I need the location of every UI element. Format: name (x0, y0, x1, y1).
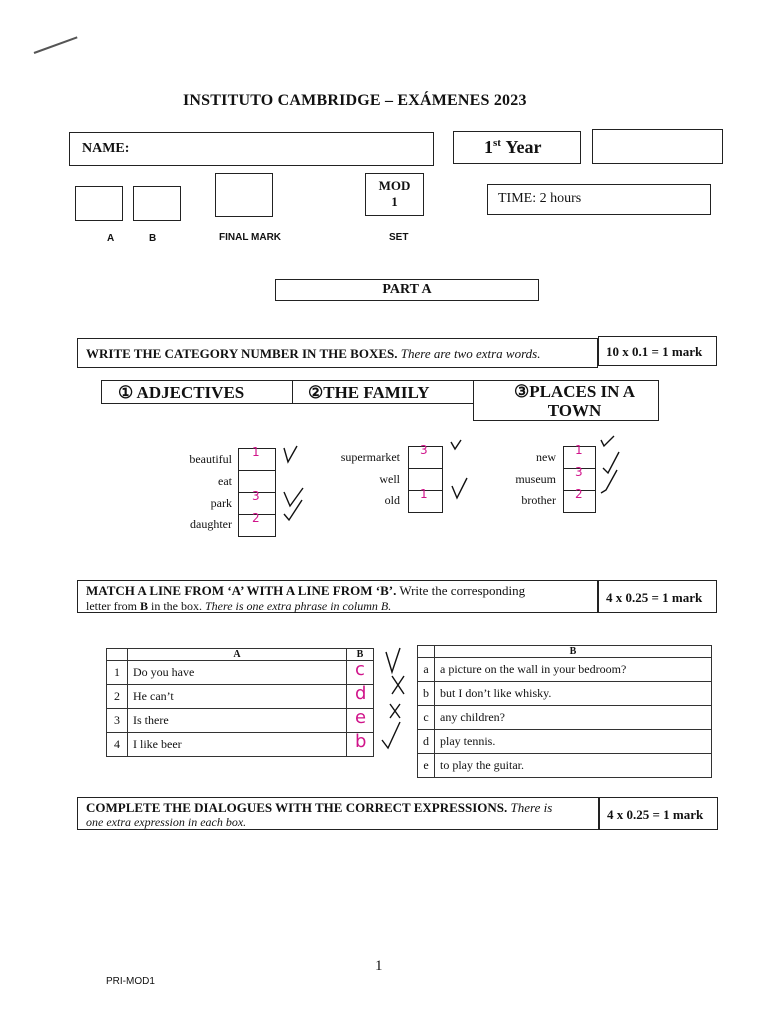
section2-instruction-rest: Write the corresponding (399, 583, 526, 598)
word-label: old (384, 493, 400, 507)
word-label: new (536, 450, 556, 464)
name-field[interactable] (69, 132, 434, 166)
table-row: 2 He can’t d (107, 685, 374, 709)
mod-label: MOD (378, 178, 411, 193)
section3-instruction: COMPLETE THE DIALOGUES WITH THE CORRECT EXPRESSIONS. (86, 800, 508, 815)
mark-box-b[interactable] (133, 186, 181, 221)
page-code: PRI-MOD1 (106, 976, 155, 987)
page-number: 1 (375, 958, 383, 974)
word-label: brother (521, 493, 556, 507)
table-row: e to play the guitar. (418, 754, 712, 778)
word-label: daughter (190, 517, 232, 531)
label-a: A (107, 233, 115, 244)
part-label-box (275, 279, 539, 301)
year-box (453, 131, 581, 164)
match-table-b (417, 645, 712, 778)
column-a-header: A (128, 649, 347, 661)
section3-instruction-box: COMPLETE THE DIALOGUES WITH THE CORRECT EXPRESSIONS. There is one extra expression in each box. (77, 797, 599, 830)
section2-instruction-note: There is one extra phrase in column B. (205, 599, 392, 613)
column-b-answer-header: B (347, 649, 374, 661)
section2-instruction-box: MATCH A LINE FROM ‘A’ WITH A LINE FROM ‘B’. Write the corresponding letter from B in the box. There is one extra phrase in column B. (77, 580, 598, 613)
mark-box-a[interactable] (75, 186, 123, 221)
table-row: a a picture on the wall in your bedroom? (418, 658, 712, 682)
section1-instruction-note: There are two extra words. (400, 346, 541, 361)
section1-instruction-box (77, 338, 598, 368)
section3-marks: 4 x 0.25 = 1 mark (607, 807, 704, 822)
word-label: beautiful (189, 452, 232, 466)
final-mark-box[interactable] (215, 173, 273, 217)
answer-box[interactable]: 1 (408, 490, 443, 513)
part-label: PART A (382, 282, 432, 297)
section1-marks-box (598, 336, 717, 366)
answer-box[interactable]: 1 (563, 446, 596, 469)
section2-instruction: MATCH A LINE FROM ‘A’ WITH A LINE FROM ‘B’. (86, 583, 397, 598)
word-label: museum (515, 472, 556, 486)
answer-box[interactable]: 3 (408, 446, 443, 469)
mod-box (365, 173, 424, 216)
label-set: SET (389, 232, 409, 243)
section3-marks-box (599, 797, 718, 830)
answer-box[interactable]: b (347, 733, 374, 757)
section1-marks: 10 x 0.1 = 1 mark (606, 344, 703, 359)
answer-box[interactable]: d (347, 685, 374, 709)
table-row: b but I don’t like whisky. (418, 682, 712, 706)
word-label: eat (218, 474, 232, 488)
word-label: park (210, 496, 232, 510)
table-row: c any children? (418, 706, 712, 730)
year-extra-box[interactable] (592, 129, 723, 164)
answer-box[interactable]: e (347, 709, 374, 733)
table-row: d play tennis. (418, 730, 712, 754)
answer-box[interactable]: c (347, 661, 374, 685)
category-places: ③PLACES IN A TOWN (473, 380, 659, 421)
answer-box[interactable]: 3 (563, 468, 596, 491)
time-box (487, 184, 711, 215)
category-family: ②THE FAMILY (292, 380, 474, 404)
answer-box[interactable]: 2 (238, 514, 276, 537)
column-b-header: B (435, 646, 712, 658)
answer-box[interactable]: 2 (563, 490, 596, 513)
mod-number: 1 (391, 194, 398, 209)
time-label: TIME: 2 hours (498, 191, 582, 206)
word-label: supermarket (340, 450, 400, 464)
section1-instruction: WRITE THE CATEGORY NUMBER IN THE BOXES. (86, 346, 398, 361)
section2-marks: 4 x 0.25 = 1 mark (606, 590, 703, 605)
label-b: B (149, 233, 157, 244)
year-label: 1st Year (484, 137, 542, 157)
section2-marks-box (598, 580, 717, 613)
table-row: 1 Do you have c (107, 661, 374, 685)
table-row: 4 I like beer b (107, 733, 374, 757)
pen-mark (34, 36, 78, 54)
word-label: well (379, 472, 400, 486)
answer-box[interactable]: 1 (238, 448, 276, 471)
match-table-a (106, 648, 374, 757)
category-adjectives: ① ADJECTIVES (101, 380, 293, 404)
name-label: NAME: (82, 141, 130, 156)
exam-title: INSTITUTO CAMBRIDGE – EXÁMENES 2023 (183, 92, 527, 109)
label-final-mark: FINAL MARK (219, 232, 282, 243)
section3-instruction-note: one extra expression in each box. (86, 815, 247, 829)
answer-box[interactable]: 3 (238, 492, 276, 515)
table-row: 3 Is there e (107, 709, 374, 733)
